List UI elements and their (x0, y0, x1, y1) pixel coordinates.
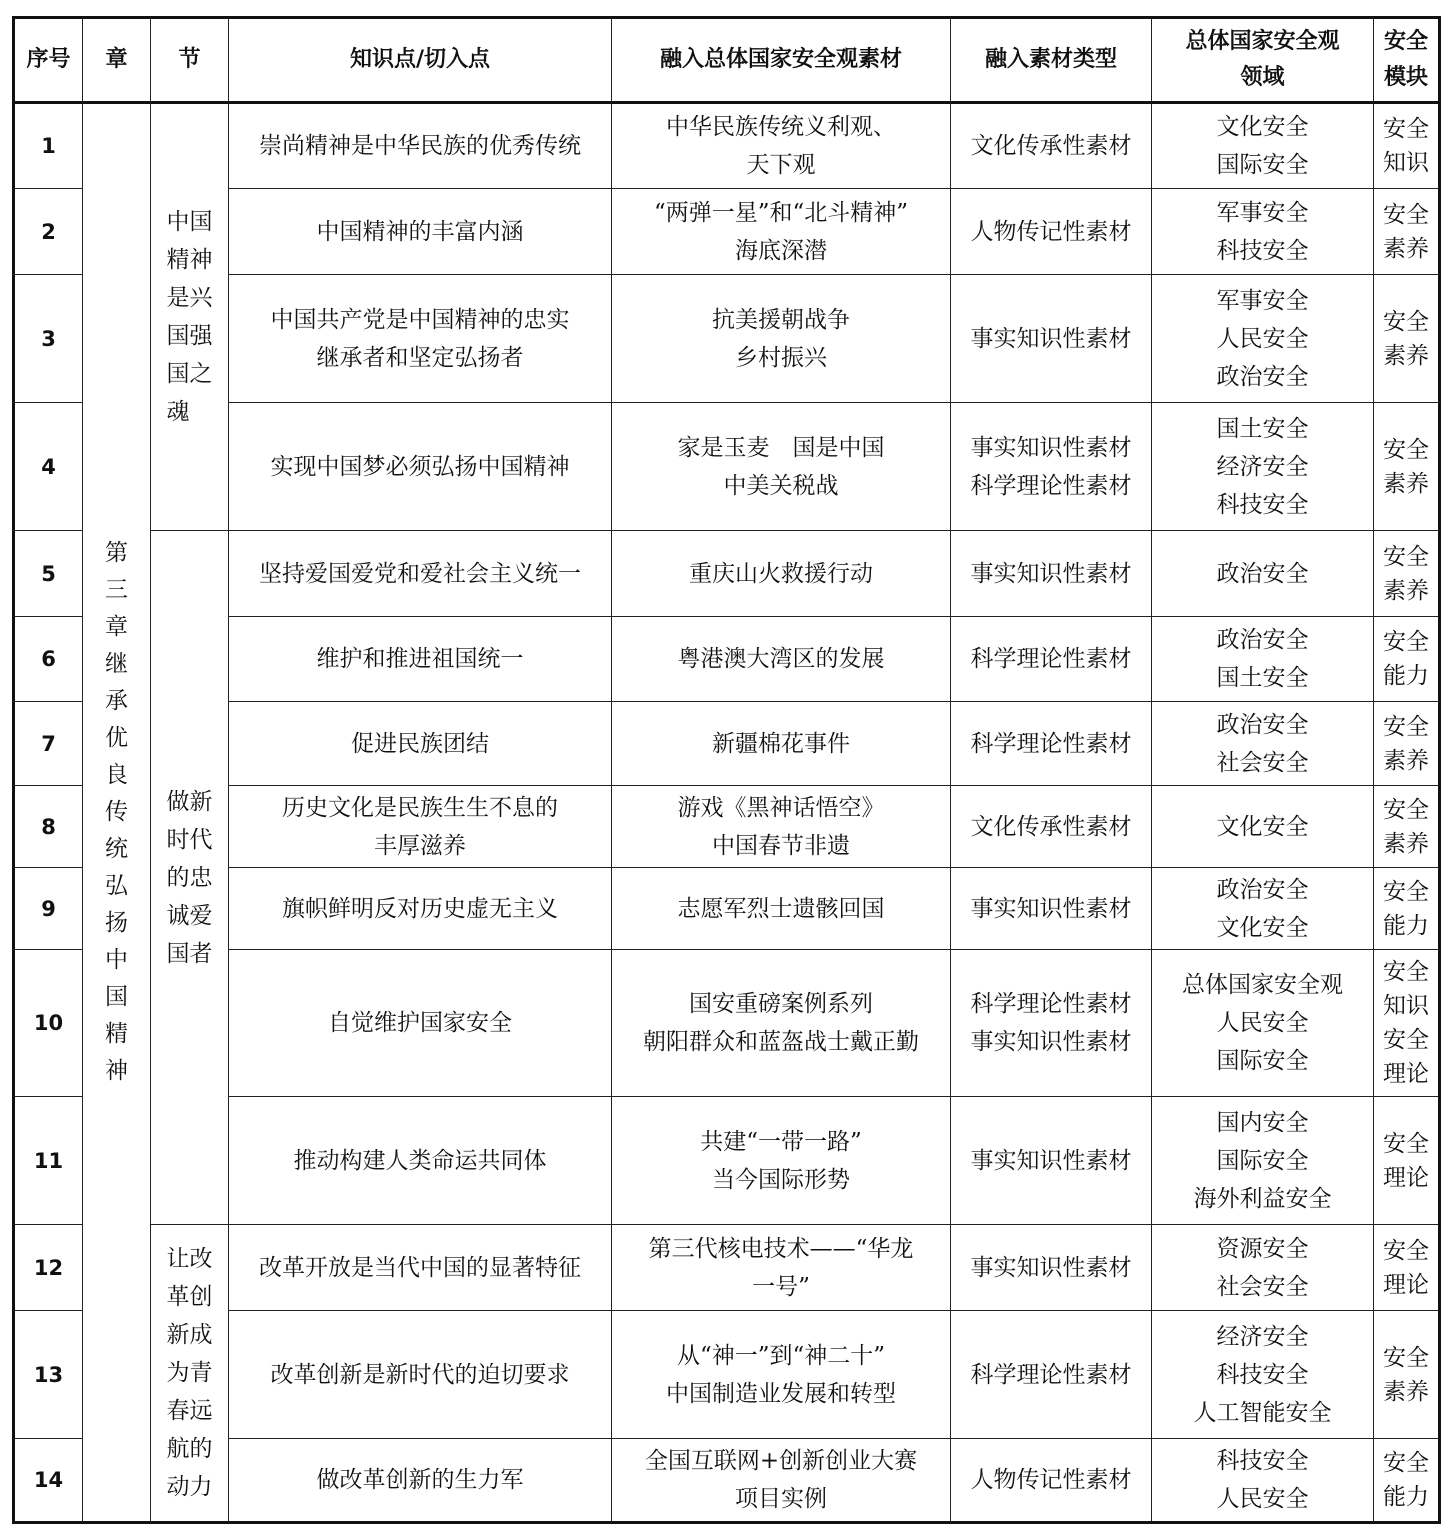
security-domain: 军事安全 科技安全 (1152, 189, 1374, 275)
section-cell (151, 1225, 229, 1523)
header-domain: 总体国家安全观 领域 (1152, 18, 1374, 103)
material: 粤港澳大湾区的发展 (612, 617, 951, 702)
knowledge-point: 历史文化是民族生生不息的 丰厚滋养 (229, 786, 612, 868)
row-number: 1 (14, 103, 83, 189)
security-module: 安全 理论 (1374, 1225, 1440, 1311)
material: 全国互联网+创新创业大赛 项目实例 (612, 1439, 951, 1523)
material-type: 科学理论性素材 事实知识性素材 (951, 950, 1152, 1097)
knowledge-point: 实现中国梦必须弘扬中国精神 (229, 403, 612, 531)
header-chapter: 章 (83, 18, 151, 103)
knowledge-point: 坚持爱国爱党和爱社会主义统一 (229, 531, 612, 617)
row-number: 5 (14, 531, 83, 617)
knowledge-point: 崇尚精神是中华民族的优秀传统 (229, 103, 612, 189)
material-type: 科学理论性素材 (951, 702, 1152, 786)
table-row (14, 531, 1440, 617)
material: 第三代核电技术——“华龙 一号” (612, 1225, 951, 1311)
row-number: 10 (14, 950, 83, 1097)
row-number: 13 (14, 1311, 83, 1439)
knowledge-point: 自觉维护国家安全 (229, 950, 612, 1097)
security-module: 安全 素养 (1374, 189, 1440, 275)
material: 中华民族传统义利观、 天下观 (612, 103, 951, 189)
row-number: 9 (14, 868, 83, 950)
security-module: 安全 素养 (1374, 275, 1440, 403)
header-point: 知识点/切入点 (229, 18, 612, 103)
material-type: 人物传记性素材 (951, 1439, 1152, 1523)
material: 志愿军烈士遗骸回国 (612, 868, 951, 950)
security-domain: 政治安全 (1152, 531, 1374, 617)
material-type: 文化传承性素材 (951, 786, 1152, 868)
knowledge-point: 中国精神的丰富内涵 (229, 189, 612, 275)
security-domain: 国内安全 国际安全 海外利益安全 (1152, 1097, 1374, 1225)
row-number: 3 (14, 275, 83, 403)
material-type: 事实知识性素材 (951, 1225, 1152, 1311)
security-module: 安全 素养 (1374, 786, 1440, 868)
security-domain: 科技安全 人民安全 (1152, 1439, 1374, 1523)
row-number: 2 (14, 189, 83, 275)
section-title: 让改革创新成为青春远航的动力 (166, 1246, 213, 1500)
row-number: 6 (14, 617, 83, 702)
knowledge-point: 中国共产党是中国精神的忠实 继承者和坚定弘扬者 (229, 275, 612, 403)
security-domain: 总体国家安全观 人民安全 国际安全 (1152, 950, 1374, 1097)
header-material: 融入总体国家安全观素材 (612, 18, 951, 103)
security-module: 安全 能力 (1374, 1439, 1440, 1523)
row-number: 12 (14, 1225, 83, 1311)
knowledge-point: 旗帜鲜明反对历史虚无主义 (229, 868, 612, 950)
section-title: 做新时代的忠诚爱国者 (166, 788, 213, 967)
material: 新疆棉花事件 (612, 702, 951, 786)
security-domain: 政治安全 国土安全 (1152, 617, 1374, 702)
security-domain: 文化安全 (1152, 786, 1374, 868)
security-module: 安全 素养 (1374, 702, 1440, 786)
section-title: 中国精神是兴国强国之魂 (166, 209, 213, 425)
table-row (14, 103, 1440, 189)
material-type: 事实知识性素材 科学理论性素材 (951, 403, 1152, 531)
material: “两弹一星”和“北斗精神” 海底深潜 (612, 189, 951, 275)
chapter-cell (83, 103, 151, 1523)
row-number: 14 (14, 1439, 83, 1523)
security-domain: 国土安全 经济安全 科技安全 (1152, 403, 1374, 531)
security-domain: 政治安全 社会安全 (1152, 702, 1374, 786)
security-module: 安全 能力 (1374, 617, 1440, 702)
row-number: 11 (14, 1097, 83, 1225)
material-type: 事实知识性素材 (951, 1097, 1152, 1225)
security-domain: 政治安全 文化安全 (1152, 868, 1374, 950)
security-module: 安全 素养 (1374, 1311, 1440, 1439)
table-container (12, 16, 1441, 1524)
security-domain: 资源安全 社会安全 (1152, 1225, 1374, 1311)
header-section: 节 (151, 18, 229, 103)
section-cell (151, 531, 229, 1225)
row-number: 4 (14, 403, 83, 531)
material: 从“神一”到“神二十” 中国制造业发展和转型 (612, 1311, 951, 1439)
security-module: 安全 素养 (1374, 403, 1440, 531)
material-type: 科学理论性素材 (951, 1311, 1152, 1439)
chapter-title: 第三章继承优良传统弘扬中国精神 (105, 540, 128, 1084)
security-domain: 军事安全 人民安全 政治安全 (1152, 275, 1374, 403)
knowledge-point: 维护和推进祖国统一 (229, 617, 612, 702)
material-type: 文化传承性素材 (951, 103, 1152, 189)
row-number: 8 (14, 786, 83, 868)
header-row (14, 18, 1440, 103)
material: 游戏《黑神话悟空》 中国春节非遗 (612, 786, 951, 868)
material: 国安重磅案例系列 朝阳群众和蓝盔战士戴正勤 (612, 950, 951, 1097)
material-type: 科学理论性素材 (951, 617, 1152, 702)
security-module: 安全 知识 (1374, 103, 1440, 189)
knowledge-point: 改革创新是新时代的迫切要求 (229, 1311, 612, 1439)
material: 家是玉麦 国是中国 中美关税战 (612, 403, 951, 531)
security-module: 安全 知识 安全 理论 (1374, 950, 1440, 1097)
knowledge-point: 推动构建人类命运共同体 (229, 1097, 612, 1225)
material-type: 事实知识性素材 (951, 868, 1152, 950)
section-cell (151, 103, 229, 531)
security-module: 安全 素养 (1374, 531, 1440, 617)
security-module: 安全 理论 (1374, 1097, 1440, 1225)
material-type: 事实知识性素材 (951, 531, 1152, 617)
row-number: 7 (14, 702, 83, 786)
knowledge-point: 做改革创新的生力军 (229, 1439, 612, 1523)
material: 共建“一带一路” 当今国际形势 (612, 1097, 951, 1225)
material-type: 事实知识性素材 (951, 275, 1152, 403)
table-row (14, 1225, 1440, 1311)
header-no: 序号 (14, 18, 83, 103)
knowledge-point: 改革开放是当代中国的显著特征 (229, 1225, 612, 1311)
material-type: 人物传记性素材 (951, 189, 1152, 275)
security-domain: 经济安全 科技安全 人工智能安全 (1152, 1311, 1374, 1439)
security-domain: 文化安全 国际安全 (1152, 103, 1374, 189)
knowledge-point: 促进民族团结 (229, 702, 612, 786)
header-type: 融入素材类型 (951, 18, 1152, 103)
header-module: 安全 模块 (1374, 18, 1440, 103)
material: 抗美援朝战争 乡村振兴 (612, 275, 951, 403)
curriculum-table (12, 16, 1441, 1524)
security-module: 安全 能力 (1374, 868, 1440, 950)
material: 重庆山火救援行动 (612, 531, 951, 617)
